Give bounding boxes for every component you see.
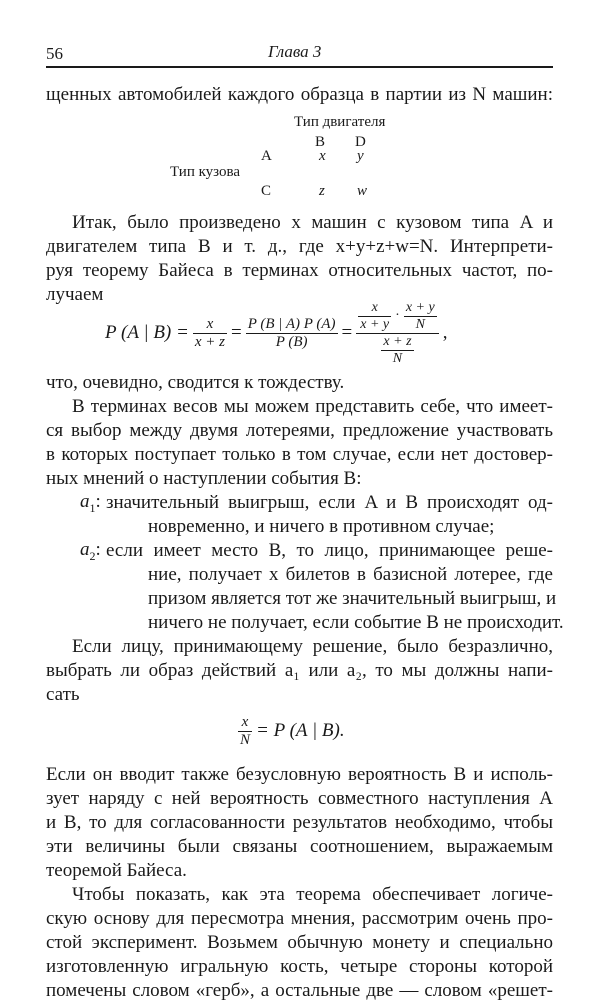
text-line: ся выбор между двумя лотереями, предложение участвовать xyxy=(46,420,553,441)
fraction-denominator: x + y xyxy=(360,316,390,332)
text-line: руя теорему Байеса в терминах относительных частот, по- xyxy=(46,260,553,281)
formula-comma: , xyxy=(442,322,448,343)
fraction-denominator: N xyxy=(240,731,251,748)
item-text-line: призом является тот же значительный выигрыш, и xyxy=(148,588,557,609)
table-cell: w xyxy=(357,183,368,199)
text-line: помечены словом «герб», а остальные две — словом «решет- xyxy=(46,980,553,1001)
equals-sign: = xyxy=(230,322,242,343)
fraction-numerator: x xyxy=(358,300,391,317)
text-line: лучаем xyxy=(46,284,104,305)
header-rule xyxy=(46,66,553,68)
body-type-header: Тип кузова xyxy=(170,164,241,180)
item-label-a1: $a_1$: xyxy=(80,491,101,515)
item-text-line: значительный выигрыш, если A и B происходят од- xyxy=(106,492,553,513)
text-line: ных мнений о наступлении события B: xyxy=(46,468,362,489)
fraction xyxy=(381,334,413,367)
item-text-line: ние, получает x билетов в базисной лотерее, где xyxy=(148,564,553,585)
text-line: эти величины были связаны соотношением, выражаемым xyxy=(46,836,553,857)
item-text-line: новременно, и ничего в противном случае; xyxy=(148,516,495,537)
fraction-numerator: P (B | A) P (A) xyxy=(247,315,336,332)
fraction-numerator: x xyxy=(238,714,252,732)
engine-col-d: D xyxy=(355,134,366,150)
text-line: Чтобы показать, как эта теорема обеспечивает логиче- xyxy=(72,884,553,905)
fraction xyxy=(246,316,338,351)
fraction-denominator: P (B) xyxy=(275,333,308,350)
page-number: 56 xyxy=(46,44,63,63)
text-line: Если он вводит также безусловную вероятность B и исполь- xyxy=(46,764,553,785)
table-cell: y xyxy=(357,148,364,164)
engine-col-b: B xyxy=(315,134,326,150)
text-line: щенных автомобилей каждого образца в партии из N машин: xyxy=(46,84,553,105)
text-line: стой эксперимент. Возьмем обычную монету и специально xyxy=(46,932,553,953)
fraction-numerator: x + y xyxy=(405,299,435,315)
compound-fraction xyxy=(356,300,438,367)
item-text-line: ничего не получает, если событие B не происходит. xyxy=(148,612,564,633)
item-text-line: если имеет место B, то лицо, принимающее реше- xyxy=(106,540,553,561)
table-cell: x xyxy=(319,148,326,164)
likelihood-formula xyxy=(238,706,345,756)
table-row-label: C xyxy=(261,183,272,199)
text-line: в которых поступает только в том случае, если нет достовер- xyxy=(46,444,553,465)
text-line: и B, то для согласованности результатов необходимо, чтобы xyxy=(46,812,553,833)
text-line: изготовленную игральную кость, четыре стороны которой xyxy=(46,956,553,977)
text-line: двигателем типа B и т. д., где x+y+z+w=N. Интерпрети- xyxy=(46,236,553,257)
text-line: Если лицу, принимающему решение, было безразлично, xyxy=(72,636,553,657)
text-line: выбрать ли образ действий a₁ или a₂, то мы должны напи- xyxy=(46,660,553,681)
fraction xyxy=(358,300,391,333)
bayes-formula xyxy=(105,296,447,370)
fraction-denominator xyxy=(356,334,438,367)
formula-rhs: = P (A | B). xyxy=(256,720,345,741)
text-line: сать xyxy=(46,684,80,705)
fraction-numerator xyxy=(356,300,438,334)
fraction xyxy=(404,300,437,333)
fraction xyxy=(193,316,227,351)
fraction xyxy=(238,714,252,749)
fraction-denominator: N xyxy=(415,316,425,332)
text-line: скую основу для пересмотра мнения, рассмотрим очень про- xyxy=(46,908,553,929)
text-line: В терминах весов мы можем представить себе, что имеет- xyxy=(72,396,553,417)
table-row-label: A xyxy=(261,148,272,164)
text-line: теоремой Байеса. xyxy=(46,860,187,881)
fraction-denominator: x + z xyxy=(194,333,225,350)
item-label-a2: $a_2$: xyxy=(80,539,101,563)
text-line: Итак, было произведено x машин с кузовом типа A и xyxy=(72,212,553,233)
multiply-dot: · xyxy=(395,308,400,323)
engine-type-header: Тип двигателя xyxy=(294,114,386,130)
chapter-title: Глава 3 xyxy=(268,42,322,61)
fraction-denominator: N xyxy=(392,350,403,366)
table-cell: z xyxy=(319,183,325,199)
equals-sign: = xyxy=(341,322,353,343)
text-line: зует наряду с ней вероятность совместного наступления A xyxy=(46,788,553,809)
fraction-numerator: x xyxy=(193,316,227,334)
fraction-numerator: x + z xyxy=(383,333,412,349)
formula-lhs: P (A | B) = xyxy=(105,322,189,343)
text-line: что, очевидно, сводится к тождеству. xyxy=(46,372,345,393)
